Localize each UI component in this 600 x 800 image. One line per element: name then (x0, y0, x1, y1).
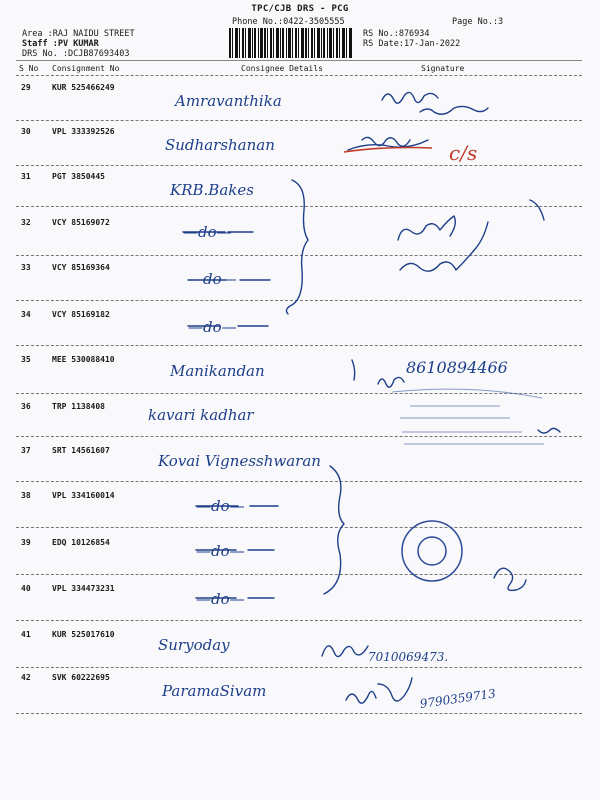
row-divider (16, 120, 582, 121)
row-sno: 34 (21, 310, 31, 319)
consignee-name: Kovai Vignesshwaran (158, 452, 321, 470)
signature-40 (494, 568, 526, 590)
row-sno: 40 (21, 584, 31, 593)
signature-41 (322, 646, 368, 657)
col-consignee: Consignee Details (241, 64, 323, 73)
brace-31-34 (286, 180, 308, 314)
barcode-image (229, 28, 352, 58)
row-sno: 30 (21, 127, 31, 136)
row-consignment: SRT 14561607 (52, 446, 110, 455)
row-sno: 32 (21, 218, 31, 227)
signature-32-34 (398, 200, 544, 271)
consignee-name: kavari kadhar (148, 406, 254, 424)
row-consignment: VCY 85169364 (52, 263, 110, 272)
row-sno: 35 (21, 355, 31, 364)
row-sno: 31 (21, 172, 31, 181)
consignee-name: Amravanthika (175, 92, 282, 110)
consignee-name: —do— (196, 497, 245, 515)
row-sno: 29 (21, 83, 31, 92)
row-divider (16, 481, 582, 482)
row-consignment: VCY 85169182 (52, 310, 110, 319)
row-consignment: VCY 85169072 (52, 218, 110, 227)
row-consignment: KUR 525017610 (52, 630, 115, 639)
col-consignment: Consignment No (52, 64, 120, 73)
phone-number: Phone No.:0422-3505555 (232, 17, 345, 27)
consignee-name: ParamaSivam (162, 682, 267, 700)
consignee-name: Manikandan (170, 362, 265, 380)
row-consignment: PGT 3850445 (52, 172, 105, 181)
col-signature: Signature (421, 64, 465, 73)
row-sno: 36 (21, 402, 31, 411)
row-divider (16, 436, 582, 437)
row-consignment: VPL 333392526 (52, 127, 115, 136)
phone-number-handwritten: 8610894466 (406, 358, 508, 377)
row-divider (16, 620, 582, 621)
phone-number-handwritten: 7010069473. (368, 650, 449, 664)
row-sno: 39 (21, 538, 31, 547)
row-consignment: SVK 60222695 (52, 673, 110, 682)
consignee-name: —do— (188, 270, 237, 288)
stamp-circle (402, 521, 462, 581)
row-divider (16, 667, 582, 668)
consignee-name: —do— (196, 542, 245, 560)
signature-note: c/s (449, 141, 478, 165)
consignee-name: KRB.Bakes (170, 181, 254, 199)
drs-number: DRS No. :DCJB87693403 (22, 49, 130, 59)
signature-42 (346, 678, 412, 703)
row-consignment: VPL 334473231 (52, 584, 115, 593)
consignee-name: Suryoday (158, 636, 230, 654)
signature-30 (348, 137, 428, 150)
consignee-name: —do— (196, 590, 245, 608)
consignee-name: —do— (188, 318, 237, 336)
consignee-name: —do— (183, 223, 232, 241)
phone-number-handwritten: 9790359713 (419, 686, 497, 711)
row-divider (16, 393, 582, 394)
signature-29 (382, 92, 488, 114)
row-divider (16, 527, 582, 528)
red-strike (344, 148, 432, 153)
signature-35 (352, 360, 404, 387)
row-consignment: EDQ 10126854 (52, 538, 110, 547)
sheet-title: TPC/CJB DRS - PCG (251, 4, 349, 14)
row-divider (16, 165, 582, 166)
row-sno: 41 (21, 630, 31, 639)
header-rule-top (16, 60, 582, 61)
row-divider (16, 574, 582, 575)
row-consignment: VPL 334160014 (52, 491, 115, 500)
page-number: Page No.:3 (452, 17, 504, 27)
consignee-name: Sudharshanan (165, 136, 275, 154)
row-sno: 37 (21, 446, 31, 455)
row-divider (16, 255, 582, 256)
area-field: Area :RAJ NAIDU STREET (22, 29, 135, 39)
staff-field: Staff :PV KUMAR (22, 39, 99, 49)
row-sno: 42 (21, 673, 31, 682)
header-left (22, 29, 135, 59)
row-sno: 33 (21, 263, 31, 272)
row-consignment: MEE 530088410 (52, 355, 115, 364)
row-divider (16, 206, 582, 207)
row-sno: 38 (21, 491, 31, 500)
rs-number: RS No.:876934 (363, 29, 430, 39)
header-right (363, 29, 460, 49)
row-divider (16, 713, 582, 714)
row-divider (16, 300, 582, 301)
col-sno: S No (19, 64, 39, 73)
header-rule-bottom (16, 75, 582, 76)
row-consignment: TRP 1138408 (52, 402, 105, 411)
row-divider (16, 345, 582, 346)
row-consignment: KUR 525466249 (52, 83, 115, 92)
rs-date: RS Date:17-Jan-2022 (363, 39, 461, 49)
